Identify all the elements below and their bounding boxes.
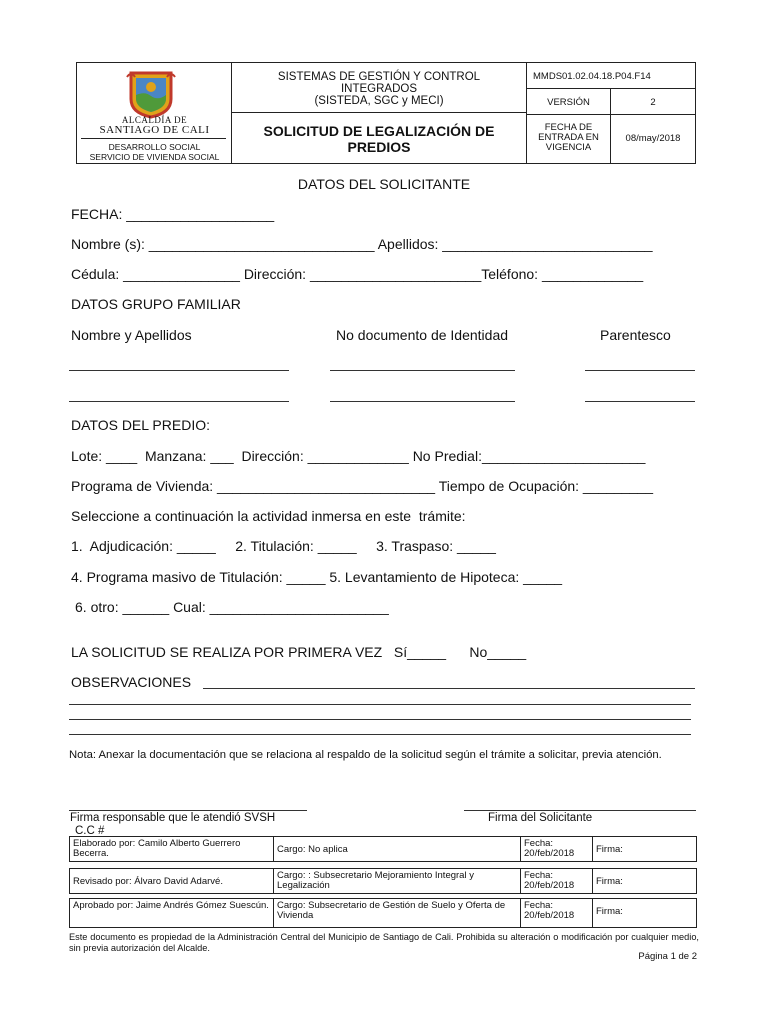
ownership-disclaimer: Este documento es propiedad de la Administración Central del Municipio de Santiago de Cali. Prohibida su alteración o modificación por cualquier medio, sin previa autorización del Alcalde. <box>69 932 699 953</box>
logo-cell <box>77 63 232 163</box>
document-code: MMDS01.02.04.18.P04.F14 <box>527 63 695 89</box>
date-value: 20/feb/2018 <box>524 880 575 891</box>
department-line-1: DESARROLLO SOCIAL <box>108 142 201 152</box>
reviewed-by-role: Cargo: : Subsecretario Mejoramiento Integral y Legalización <box>274 869 521 893</box>
fecha-field[interactable]: FECHA: ___________________ <box>71 206 275 222</box>
effective-date-value: 08/may/2018 <box>625 133 681 144</box>
housing-program-fields[interactable]: Programa de Vivienda: ____________________________ Tiempo de Ocupación: _________ <box>71 478 653 494</box>
title-cell <box>232 63 527 163</box>
observations-line-1[interactable] <box>203 688 695 689</box>
family-col-relation: Parentesco <box>600 327 671 343</box>
reviewed-by: Revisado por: Álvaro David Adarvé. <box>70 869 274 893</box>
prepared-by-date <box>521 837 593 861</box>
applicant-signature-label: Firma del Solicitante <box>488 812 593 824</box>
family-col-name: Nombre y Apellidos <box>71 327 192 343</box>
effective-date-row <box>527 115 695 163</box>
date-value: 20/feb/2018 <box>524 848 575 859</box>
family-row-2-relation-blank[interactable] <box>585 401 695 402</box>
document-title-line-1: SOLICITUD DE LEGALIZACIÓN DE <box>263 123 495 139</box>
reviewed-by-signature[interactable]: Firma: <box>596 876 623 887</box>
document-title-line-2: PREDIOS <box>347 139 411 155</box>
applicant-signature-line[interactable] <box>464 810 696 811</box>
system-name-line-2: INTEGRADOS <box>340 83 418 95</box>
section-family-title: DATOS GRUPO FAMILIAR <box>71 296 241 312</box>
date-label: Fecha: <box>524 900 554 911</box>
activity-options-row-2[interactable]: 4. Programa masivo de Titulación: _____ 5. Levantamiento de Hipoteca: _____ <box>71 569 563 585</box>
system-name-line-3: (SISTEDA, SGC y MECI) <box>314 95 444 107</box>
effective-date-label <box>527 115 611 163</box>
staff-signature-label: Firma responsable que le atendió SVSH <box>70 812 276 824</box>
observations-line-2[interactable] <box>69 704 691 705</box>
date-value: 20/feb/2018 <box>524 910 575 921</box>
approved-by: Aprobado por: Jaime Andrés Gómez Suescún. <box>70 899 274 927</box>
metadata-cell <box>527 63 695 163</box>
family-row-2-doc-blank[interactable] <box>330 401 515 402</box>
family-row-1-relation-blank[interactable] <box>585 370 695 371</box>
name-surname-fields[interactable]: Nombre (s): _____________________________ Apellidos: ___________________________ <box>71 236 653 252</box>
department-line-2: SERVICIO DE VIVIENDA SOCIAL <box>89 152 220 162</box>
approved-by-date <box>521 899 593 927</box>
table-row <box>69 898 697 928</box>
version-label: VERSIÓN <box>527 89 611 114</box>
page-number: Página 1 de 2 <box>638 951 697 962</box>
family-row-2-name-blank[interactable] <box>69 401 289 402</box>
section-applicant-title: DATOS DEL SOLICITANTE <box>297 176 471 192</box>
family-col-document: No documento de Identidad <box>336 327 509 343</box>
lot-block-address-fields[interactable]: Lote: ____ Manzana: ___ Dirección: _____________ No Predial:_____________________ <box>71 448 646 464</box>
staff-id-label: C.C # <box>75 825 105 837</box>
reviewed-by-date <box>521 869 593 893</box>
coat-of-arms-logo <box>125 69 177 119</box>
family-row-1-doc-blank[interactable] <box>330 370 515 371</box>
approved-by-role: Cargo: Subsecretario de Gestión de Suelo y Oferta de Vivienda <box>274 899 521 927</box>
section-property-title: DATOS DEL PREDIO: <box>71 417 210 433</box>
document-header <box>76 62 696 164</box>
table-row <box>69 868 697 894</box>
system-name <box>232 63 526 113</box>
effective-date-label-1: FECHA DE <box>544 122 593 133</box>
version-value: 2 <box>650 97 656 108</box>
version-row <box>527 89 695 115</box>
staff-signature-line[interactable] <box>69 810 307 811</box>
prepared-by: Elaborado por: Camilo Alberto Guerrero Becerra. <box>70 837 274 861</box>
activity-options-row-3[interactable]: 6. otro: ______ Cual: _______________________ <box>75 599 389 615</box>
logo-text-alcaldia: ALCALDÍA DE <box>121 115 188 125</box>
department-name <box>77 142 232 162</box>
table-row <box>69 836 697 862</box>
observations-label: OBSERVACIONES <box>71 674 192 690</box>
prepared-by-role: Cargo: No aplica <box>274 837 521 861</box>
system-name-line-1: SISTEMAS DE GESTIÓN Y CONTROL <box>277 71 481 83</box>
document-title <box>232 113 526 163</box>
activity-options-row-1[interactable]: 1. Adjudicación: _____ 2. Titulación: _____ 3. Traspaso: _____ <box>71 538 496 554</box>
activity-instruction: Seleccione a continuación la actividad inmersa en este trámite: <box>71 508 466 524</box>
date-label: Fecha: <box>524 870 554 881</box>
logo-text-city: SANTIAGO DE CALI <box>99 124 210 136</box>
logo-divider <box>81 138 226 139</box>
prepared-by-signature[interactable]: Firma: <box>596 844 623 855</box>
attachment-note: Nota: Anexar la documentación que se relaciona al respaldo de la solicitud según el trámite a solicitar, previa atención. <box>69 749 662 761</box>
date-label: Fecha: <box>524 838 554 849</box>
family-row-1-name-blank[interactable] <box>69 370 289 371</box>
first-time-question[interactable]: LA SOLICITUD SE REALIZA POR PRIMERA VEZ Sí_____ No_____ <box>71 644 527 660</box>
effective-date-label-2: ENTRADA EN <box>538 132 599 143</box>
effective-date-label-3: VIGENCIA <box>545 142 592 153</box>
id-address-phone-fields[interactable]: Cédula: _______________ Dirección: ______________________Teléfono: _____________ <box>71 266 644 282</box>
observations-line-4[interactable] <box>69 734 691 735</box>
approved-by-signature[interactable]: Firma: <box>596 906 623 917</box>
observations-line-3[interactable] <box>69 719 691 720</box>
